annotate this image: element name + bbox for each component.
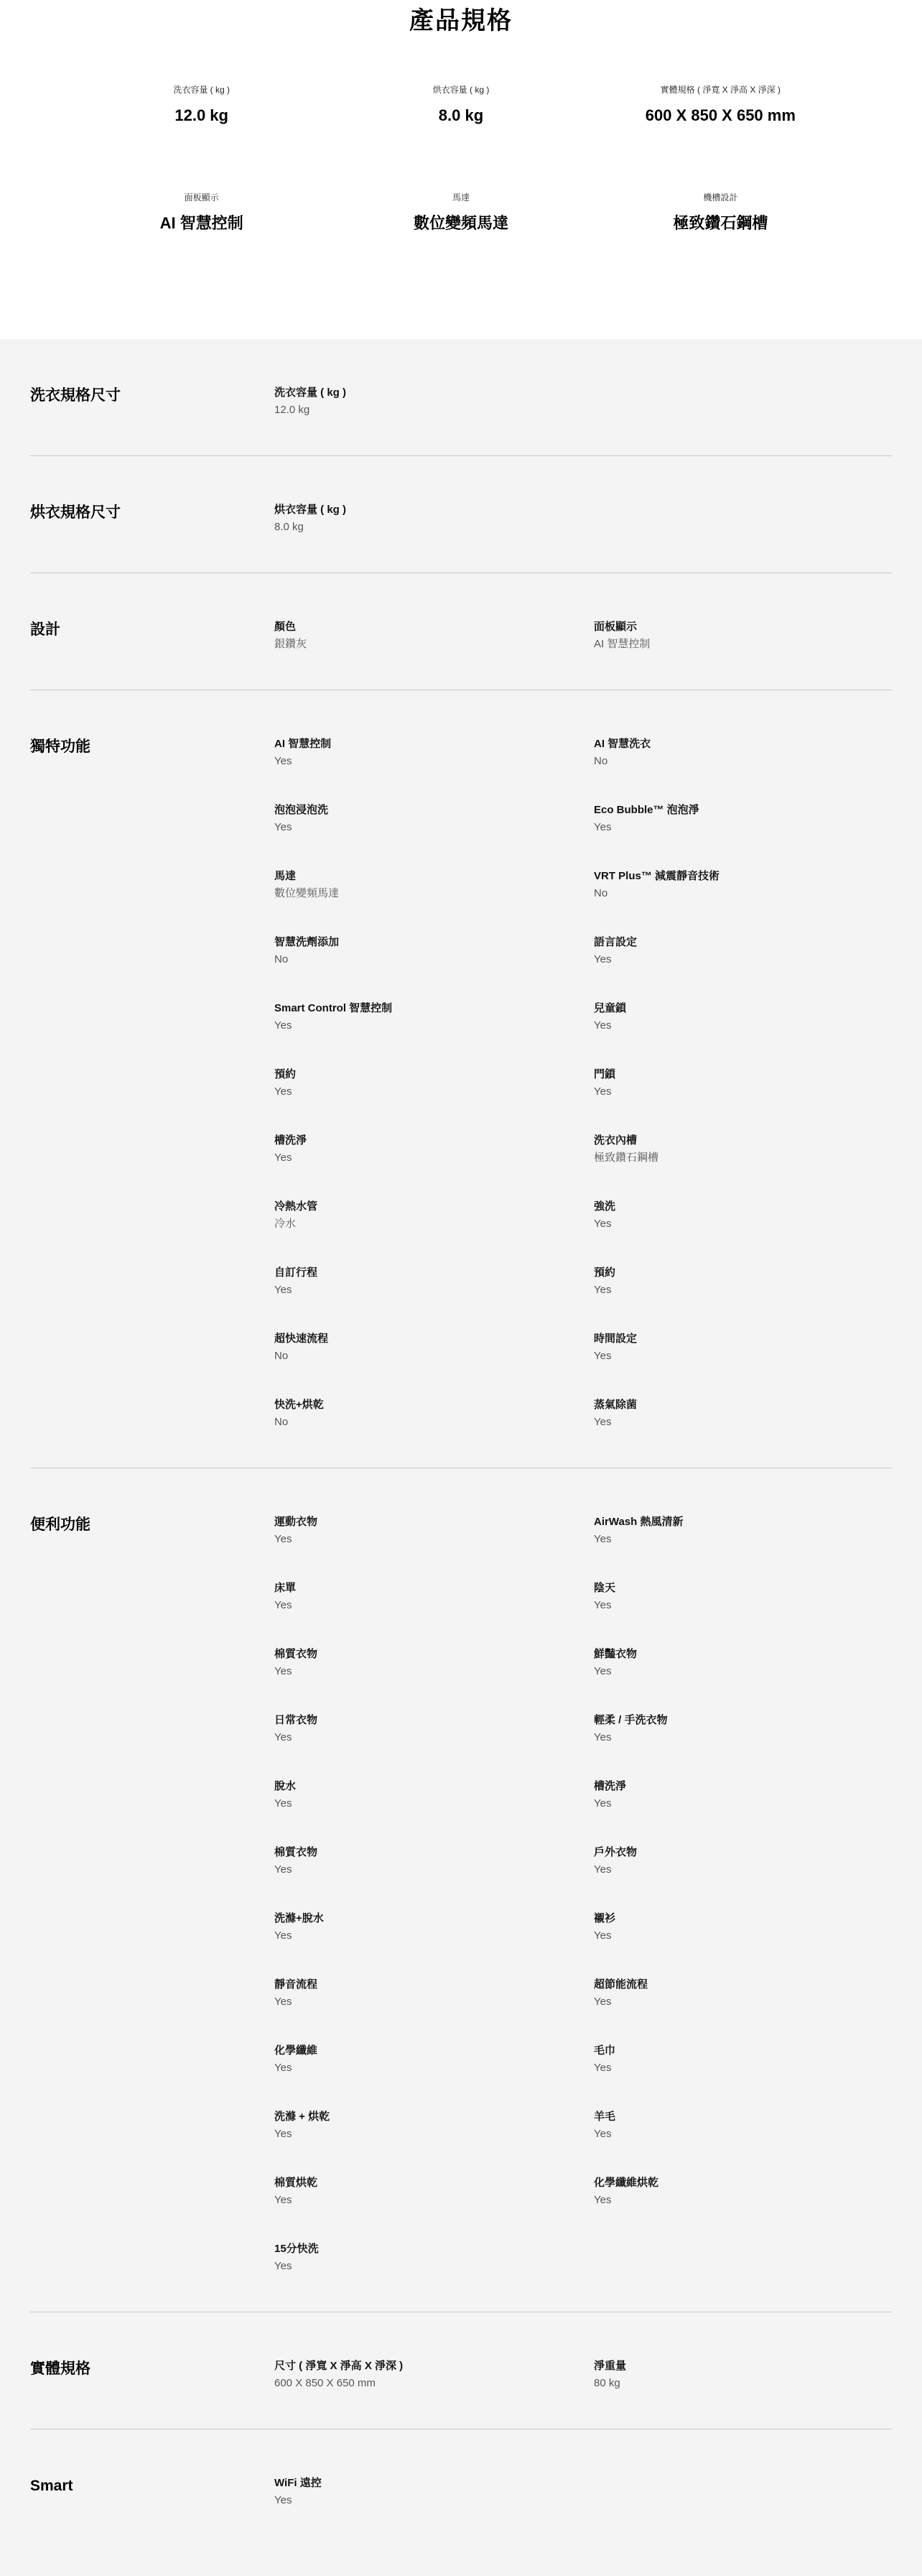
spec-name: 超節能流程 [594, 1978, 648, 1991]
spec-item [594, 1779, 892, 1812]
spec-item [594, 1646, 892, 1680]
key-spec-item [72, 191, 331, 234]
category-title: 烘衣規格尺寸 [30, 504, 121, 521]
spec-name: 棉質烘乾 [274, 2177, 318, 2189]
spec-value: Yes [274, 1284, 292, 1296]
spec-value: No [594, 887, 608, 899]
spec-value: Yes [594, 1599, 612, 1611]
spec-value: 極致鑽石鋼槽 [594, 1152, 659, 1164]
spec-item [594, 1331, 892, 1364]
spec-item [594, 736, 892, 769]
spec-item [274, 1779, 594, 1812]
key-spec-value: 12.0 kg [174, 106, 228, 124]
spec-name: Smart Control 智慧控制 [274, 1002, 393, 1014]
spec-name: 預約 [274, 1068, 297, 1080]
spec-item [274, 1397, 594, 1430]
category-items [274, 385, 892, 418]
spec-name: 運動衣物 [274, 1516, 318, 1528]
spec-value: Yes [274, 2494, 292, 2506]
category-title: 設計 [30, 621, 60, 638]
spec-value: 600 X 850 X 650 mm [274, 2377, 376, 2389]
spec-name: 尺寸 ( 淨寬 X 淨高 X 淨深 ) [274, 2360, 404, 2372]
spec-item [594, 1067, 892, 1100]
spec-item [274, 1911, 594, 1944]
spec-item [594, 1397, 892, 1430]
spec-name: 蒸氣除菌 [594, 1399, 638, 1411]
spec-name: 智慧洗劑添加 [274, 936, 340, 948]
category-items [274, 2358, 892, 2391]
spec-name: 戶外衣物 [594, 1846, 638, 1858]
spec-value: Yes [274, 2062, 292, 2074]
spec-name: 時間設定 [594, 1333, 638, 1345]
spec-value: AI 智慧控制 [594, 638, 651, 650]
spec-item [274, 2175, 594, 2208]
key-spec-value: 極致鑽石鋼槽 [673, 214, 768, 232]
spec-value: Yes [274, 1929, 292, 1942]
spec-name: 馬達 [274, 870, 297, 882]
spec-item [274, 736, 594, 769]
spec-name: 靜音流程 [274, 1978, 318, 1991]
spec-item [274, 502, 594, 535]
spec-item [274, 1514, 594, 1547]
spec-value: Yes [274, 755, 292, 767]
spec-item [274, 1845, 594, 1878]
spec-value: Yes [594, 1284, 612, 1296]
key-spec-value: AI 智慧控制 [159, 214, 243, 232]
spec-name: 羊毛 [594, 2111, 616, 2123]
key-specs-grid [72, 83, 850, 234]
spec-category [30, 2429, 892, 2537]
spec-item [274, 1713, 594, 1746]
spec-value: Yes [274, 2194, 292, 2206]
spec-name: 洗滌+脫水 [274, 1912, 324, 1924]
spec-name: AI 智慧控制 [274, 738, 332, 750]
spec-name: 鮮豔衣物 [594, 1648, 638, 1660]
spec-value: 冷水 [274, 1218, 297, 1230]
spec-item [274, 868, 594, 902]
spec-item [274, 1580, 594, 1613]
spec-name: AI 智慧洗衣 [594, 738, 651, 750]
category-title: 實體規格 [30, 2360, 90, 2377]
spec-name: AirWash 熱風清新 [594, 1516, 684, 1528]
category-items [274, 619, 892, 652]
spec-value: No [274, 953, 289, 965]
spec-value: Yes [594, 821, 612, 833]
spec-value: Yes [594, 1533, 612, 1545]
spec-value: Yes [594, 1797, 612, 1810]
spec-value: 80 kg [594, 2377, 620, 2389]
key-spec-value: 600 X 850 X 650 mm [645, 106, 796, 124]
category-title: Smart [30, 2478, 73, 2494]
key-spec-label: 實體規格 ( 淨寬 X 淨高 X 淨深 ) [660, 85, 781, 95]
spec-name: 床單 [274, 1582, 297, 1594]
spec-value: No [274, 1416, 289, 1428]
spec-name: 輕柔 / 手洗衣物 [594, 1714, 668, 1726]
spec-value: Yes [594, 1731, 612, 1743]
spec-name: 預約 [594, 1266, 616, 1279]
spec-item [594, 1514, 892, 1547]
spec-item [594, 1133, 892, 1166]
spec-value: 銀鑽灰 [274, 638, 307, 650]
spec-item [594, 1713, 892, 1746]
spec-value: Yes [594, 1996, 612, 2008]
spec-item [594, 802, 892, 835]
spec-name: 門鎖 [594, 1068, 616, 1080]
spec-value: Yes [594, 1019, 612, 1032]
spec-value: Yes [594, 1929, 612, 1942]
key-spec-label: 機槽設計 [703, 193, 738, 203]
key-spec-value: 數位變頻馬達 [413, 214, 508, 232]
spec-item [594, 1580, 892, 1613]
spec-value: Yes [274, 1731, 292, 1743]
spec-name: 洗衣內槽 [594, 1134, 638, 1146]
spec-category [30, 573, 892, 690]
spec-value: Yes [274, 1599, 292, 1611]
spec-name: 烘衣容量 ( kg ) [274, 504, 346, 516]
spec-name: 襯衫 [594, 1912, 616, 1924]
key-spec-label: 烘衣容量 ( kg ) [432, 85, 490, 95]
page-title: 產品規格 [409, 7, 513, 34]
spec-value: Yes [594, 1085, 612, 1098]
spec-item [594, 868, 892, 902]
spec-item [274, 1265, 594, 1298]
spec-item [594, 1845, 892, 1878]
key-spec-item [591, 191, 850, 234]
spec-name: 強洗 [594, 1200, 616, 1213]
spec-value: Yes [594, 1416, 612, 1428]
spec-name: 棉質衣物 [274, 1648, 318, 1660]
spec-value: Yes [594, 1350, 612, 1362]
key-spec-value: 8.0 kg [438, 106, 484, 124]
category-title: 便利功能 [30, 1516, 90, 1533]
spec-value: Yes [274, 1797, 292, 1810]
spec-item [594, 1001, 892, 1034]
spec-name: WiFi 遠控 [274, 2477, 322, 2489]
spec-name: 泡泡浸泡洗 [274, 804, 329, 816]
spec-value: No [274, 1350, 289, 1362]
spec-name: Eco Bubble™ 泡泡淨 [594, 804, 699, 816]
spec-category [30, 339, 892, 456]
spec-name: 槽洗淨 [274, 1134, 307, 1146]
category-title: 獨特功能 [30, 738, 90, 755]
spec-name: 脫水 [274, 1780, 297, 1792]
spec-name: 化學纖維 [274, 2044, 318, 2057]
spec-value: Yes [274, 1996, 292, 2008]
category-items [274, 1514, 892, 2274]
spec-value: Yes [274, 1533, 292, 1545]
spec-value: Yes [274, 1152, 292, 1164]
spec-name: 語言設定 [594, 936, 638, 948]
spec-item [594, 2358, 892, 2391]
spec-category [30, 2312, 892, 2429]
spec-item [274, 385, 594, 418]
spec-name: 15分快洗 [274, 2243, 319, 2255]
spec-item [594, 619, 892, 652]
spec-item [274, 1646, 594, 1680]
spec-value: Yes [274, 1665, 292, 1677]
spec-name: 兒童鎖 [594, 1002, 627, 1014]
spec-item [274, 2241, 594, 2274]
spec-value: Yes [274, 2128, 292, 2140]
category-title: 洗衣規格尺寸 [30, 387, 121, 404]
spec-value: Yes [274, 1863, 292, 1876]
key-spec-label: 洗衣容量 ( kg ) [173, 85, 230, 95]
spec-item [594, 2043, 892, 2076]
spec-value: Yes [594, 1863, 612, 1876]
spec-name: 毛巾 [594, 2044, 616, 2057]
spec-item [594, 935, 892, 968]
category-items [274, 502, 892, 535]
spec-value: 8.0 kg [274, 521, 304, 533]
spec-name: 洗滌 + 烘乾 [274, 2111, 330, 2123]
spec-item [594, 2175, 892, 2208]
spec-name: 槽洗淨 [594, 1780, 627, 1792]
category-items [274, 736, 892, 1430]
spec-value: No [594, 755, 608, 767]
spec-name: 化學纖維烘乾 [594, 2177, 659, 2189]
spec-value: 數位變頻馬達 [274, 887, 340, 899]
spec-item [274, 1977, 594, 2010]
spec-item [274, 2043, 594, 2076]
spec-item [274, 619, 594, 652]
spec-item [274, 935, 594, 968]
spec-item [594, 1199, 892, 1232]
spec-name: 顏色 [274, 621, 297, 633]
spec-value: 12.0 kg [274, 404, 310, 416]
spec-name: 冷熱水管 [274, 1200, 318, 1213]
spec-item [594, 1265, 892, 1298]
spec-item [594, 1911, 892, 1944]
spec-item [274, 1133, 594, 1166]
spec-category [30, 456, 892, 573]
spec-category [30, 1468, 892, 2312]
spec-name: VRT Plus™ 減震靜音技術 [594, 870, 720, 882]
spec-name: 日常衣物 [274, 1714, 318, 1726]
spec-item [274, 2358, 594, 2391]
spec-value: Yes [274, 821, 292, 833]
key-spec-label: 馬達 [452, 193, 470, 203]
spec-item [274, 2109, 594, 2142]
spec-name: 超快速流程 [274, 1333, 329, 1345]
spec-value: Yes [594, 2062, 612, 2074]
spec-name: 淨重量 [594, 2360, 627, 2372]
spec-value: Yes [594, 2194, 612, 2206]
key-spec-item [331, 83, 590, 126]
spec-item [274, 1331, 594, 1364]
spec-item [274, 2475, 594, 2508]
spec-value: Yes [274, 2260, 292, 2272]
spec-name: 陰天 [594, 1582, 616, 1594]
spec-name: 快洗+烘乾 [274, 1399, 324, 1411]
spec-item [274, 1001, 594, 1034]
spec-value: Yes [594, 1218, 612, 1230]
spec-value: Yes [274, 1019, 292, 1032]
spec-category [30, 690, 892, 1468]
key-specs-section [0, 0, 922, 339]
spec-name: 面板顯示 [594, 621, 638, 633]
key-spec-item [591, 83, 850, 126]
spec-name: 自訂行程 [274, 1266, 318, 1279]
spec-item [594, 1977, 892, 2010]
key-spec-item [72, 83, 331, 126]
spec-value: Yes [274, 1085, 292, 1098]
spec-item [274, 1067, 594, 1100]
spec-item [594, 2109, 892, 2142]
spec-table [0, 339, 922, 2537]
key-spec-label: 面板顯示 [184, 193, 219, 203]
spec-name: 洗衣容量 ( kg ) [274, 386, 346, 399]
spec-name: 棉質衣物 [274, 1846, 318, 1858]
spec-item [274, 1199, 594, 1232]
spec-value: Yes [594, 1665, 612, 1677]
spec-value: Yes [594, 2128, 612, 2140]
key-spec-item [331, 191, 590, 234]
spec-item [274, 802, 594, 835]
category-items [274, 2475, 892, 2508]
spec-value: Yes [594, 953, 612, 965]
